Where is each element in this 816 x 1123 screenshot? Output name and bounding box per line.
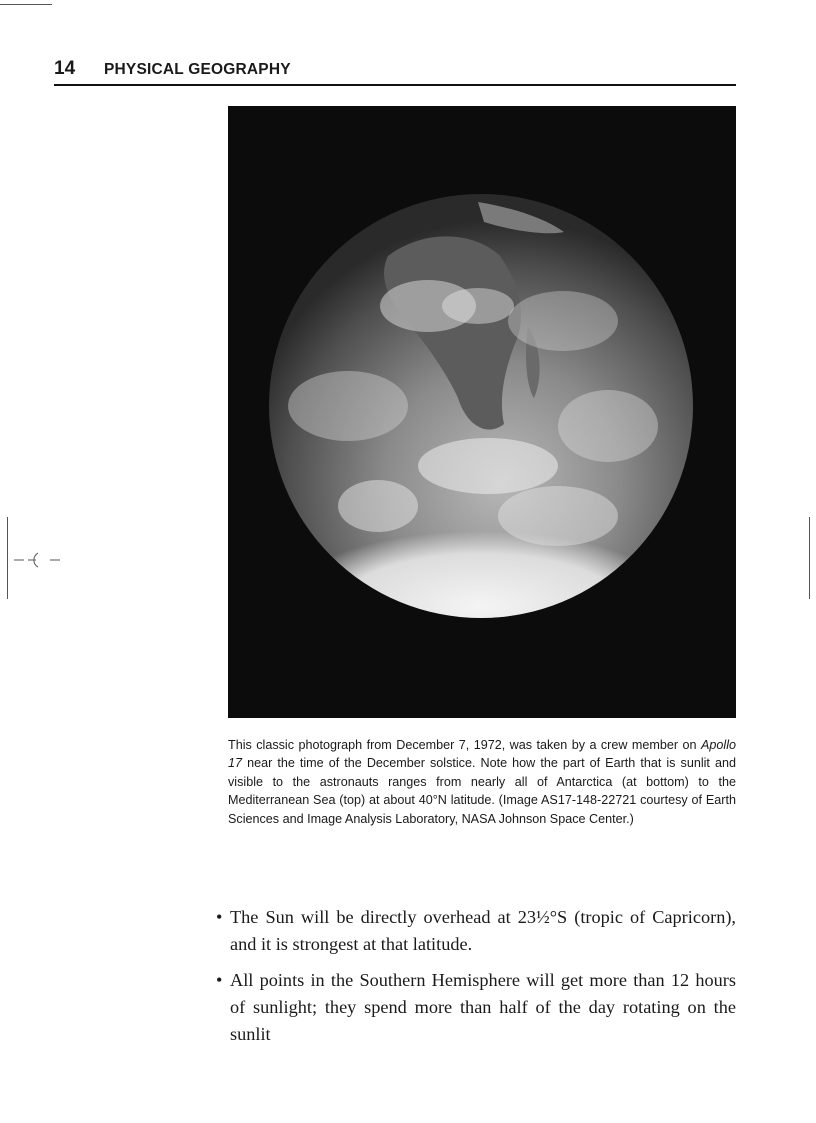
page-header	[54, 58, 736, 86]
earth-photograph	[228, 106, 736, 718]
bullet-marker: •	[216, 907, 223, 927]
bullet-marker: •	[216, 970, 223, 990]
crop-mark-right	[809, 517, 810, 599]
list-item: • The Sun will be directly overhead at 23½°S (tropic of Capricorn), and it is strongest at that latitude.	[216, 904, 736, 958]
list-item: • All points in the Southern Hemisphere will get more than 12 hours of sunlight; they spend more than half of the day rotating on the sunlit	[216, 967, 736, 1048]
running-title: PHYSICAL GEOGRAPHY	[104, 61, 291, 78]
figure-caption: This classic photograph from December 7, 1972, was taken by a crew member on Apollo 17 near the time of the December solstice. Note how the part of Earth that is sunlit and visible to the astronauts ranges from nearly all of Antarctica (at bottom) to the Mediterranean Sea (top) at about 40°N latitude. (Image AS17-148-22721 courtesy of Earth Sciences and Image Analysis Laboratory, NASA Johnson Space Center.)	[228, 738, 736, 826]
registration-mark-icon	[14, 548, 66, 572]
crop-mark-left	[7, 517, 8, 599]
bullet-list	[216, 904, 736, 1057]
crop-mark-top	[0, 4, 52, 5]
spacecraft-name: Apollo 17	[228, 738, 736, 771]
page-number: 14	[54, 58, 76, 79]
